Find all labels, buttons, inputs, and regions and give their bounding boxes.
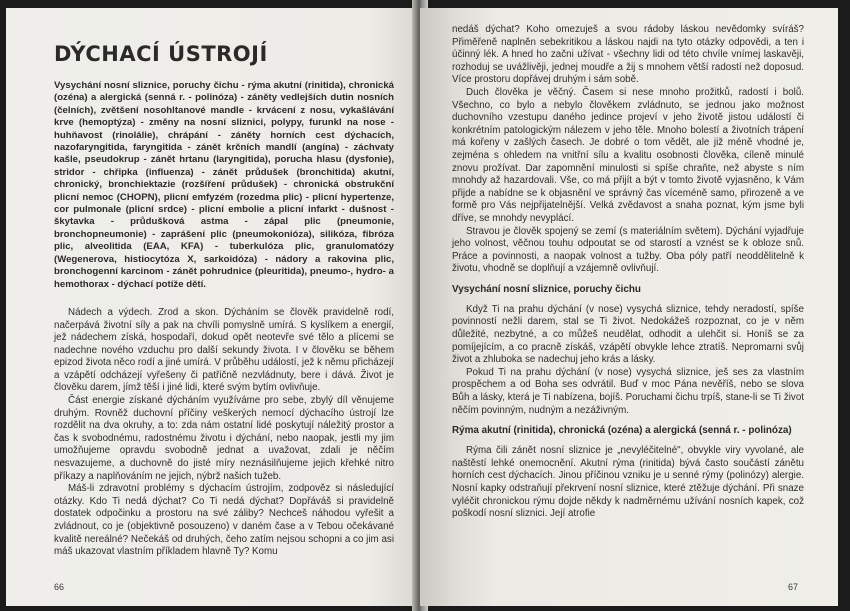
right-page-content: [452, 24, 804, 521]
section-heading-dry-nasal-mucosa: Vysychání nosní sliznice, poruchy čichu: [452, 283, 641, 295]
paragraph: Pokud Ti na prahu dýchání (v nose) vysychá sliznice, ješ ses za vlastním prospěchem a od Boha ses odvrátil. Buď v moc Pána nevěříš, nebo se slova Bůh a lásky, která je Ti nabízena, bojíš. Poruchami čichu trpíš, stane-li se Ti život něčím povinným, nudným a nezáživným.: [452, 366, 804, 416]
page-number-right: 67: [787, 582, 798, 592]
section-heading-rhinitis: Rýma akutní (rinitida), chronická (ozéna) a alergická (senná r. - polinóza): [452, 425, 792, 437]
paragraph: Duch člověka je věčný. Časem si nese mnoho prožitků, radostí i bolů. Všechno, co bylo a nebylo člověkem zvládnuto, se jednou jako možnost duchovního vzestupu daného jedince projeví v jeho životě jistou událostí či konkrétním patologickým nálezem v jeho těle. Mnoho bolestí a životních trápení má kořeny v zašlých časech. Je dobré o tom vědět, ale již méně vhodné je, zejména s ohledem na vnitřní sílu a kvalitu osobnosti člověka, cíleně minulé znovu prožívat. Dar zapomnění minulosti si spíše chraňte, než abyste s ním mnohdy až hazardovali. Vše, co má přijít a být v tomto životě vyjasněno, k Vám přijde a nabídne se k objasnění ve správný čas víceméně samo, přirozeně a ve formě pro Vás nejpřijatelnější. Velká zvědavost a snaha poznat, kým jsme byli dříve, se mnohdy nevyplácí.: [452, 86, 804, 224]
page-number-left: 66: [54, 582, 65, 592]
paragraph: nedáš dýchat? Koho omezuješ a svou rádoby láskou nevědomky svíráš? Přiměřeně naplněn sebekritikou a láskou najdi na tyto otázky odpovědi, a ten i účinný lék. A hned ho začni užívat - všechny lidi od této chvíle vnímej laskavěji, rozhoduj se uvážlivěji, jednej moudře a žij s mnohem větší radostí než doposud. Více prostoru dopřávej druhým i sám sobě.: [452, 24, 804, 86]
left-body-text: [54, 307, 394, 559]
left-page: [6, 8, 418, 606]
left-page-content: [54, 28, 394, 559]
paragraph: Máš-li zdravotní problémy s dýchacím ústrojím, zodpověz si následující otázky. Kdo Ti nedá dýchat? Co Ti nedá dýchat? Dopřáváš si pravidelně dostatek odpočinku a prostoru na své záliby? Nechceš náhodou vyřešit a zvládnout, co je (objektivně posouzeno) v daném čase a v Tebou očekávané kvalitě nereálné? Nečekáš od druhých, čeho zatím nejsou schopni a co jim asi máš ukazovat vlastním příkladem hlavně Ty? Komu: [54, 483, 394, 558]
paragraph: Část energie získané dýcháním využíváme pro sebe, zbylý díl věnujeme druhým. Rovněž duchovní příčiny veškerých nemocí dýchacího ústrojí lze rozdělit na dva okruhy, a to: zda nám ostatní lidé poskytují náležitý prostor a čas k svobodnému, radostnému životu i dýchání, nebo naopak, jestli my jim umožňujeme opravdu svobodně jednat a uvažovat, zdali je něčím nesvazujeme, a duchovně do jisté míry neznásilňujeme jejich křehké nitro příkazy a naplňováním ne jejich, nýbrž našich tužeb.: [54, 395, 394, 482]
chapter-intro-summary: Vysychání nosní sliznice, poruchy čichu - rýma akutní (rinitida), chronická (ozéna) a alergická (senná r. - polinóza) - záněty vedlejších dutin nosních (čelních), zvětšení nosohltanové mandle - krvácení z nosu, vykašlávání krve (hemoptýza) - změny na nosní sliznici, polypy, furunkl na nose - huhňavost (rinolálie), chrápání - záněty horních cest dýchacích, nazofaryngitida, faryngitida - zánět krčních mandlí (angína) - záchvaty kašle, pseudokrup - zánět hrtanu (laryngitida), porucha hlasu (dysfonie), stridor - chřipka (influenza) - zánět průdušek (bronchitida) akutní, chronický, bronchiektazie (rozšíření průdušek) - chronická obstrukční plicní nemoc (CHOPN), plicní emfyzém (rozedma plic) - plicní hypertenze, cor pulmonale (plicní srdce) - plicní embolie a plicní infarkt - dušnost - škytavka - průdušková astma - zápal plic (pneumonie, bronchopneumonie) - zaprášení plic (pneumokonióza), silikóza, fibróza plic, alveolitida (EAA, KFA) - tuberkulóza plic, granulomatózy (Wegenerova, histiocytóza X, sarkoidóza) - nádory a rakovina plic, bronchogenní karcinom - zánět pohrudnice (pleuritida), pneumo-, hydro- a hemothorax - dýchací potíže dětí.: [54, 80, 394, 290]
paragraph: Nádech a výdech. Zrod a skon. Dýcháním se člověk pravidelně rodí, načerpává životní síly a pak na chvíli pomyslně umírá. S kyslíkem a energií, jež nádechem získá, hospodaří, dokud opět neotevře své tělo a plícemi se nadechne nového vzduchu pro další sekundy života. I v člověku se během epizod života něco rodí a jiné umírá. V průběhu událostí, jež k němu přicházejí a vzápětí odcházejí vyřešeny či patřičně nezvládnuty, bere i dává. Život je člověku darem, jímž těší i jiné lidi, které svým bytím ovlivňuje.: [54, 306, 394, 394]
paragraph: Když Ti na prahu dýchání (v nose) vysychá sliznice, tehdy neradostí, spíše povinností nežli darem, stal se Ti život. Nedokážeš rozpoznat, co je v něm důležité, nezbytné, a co můžeš neudělat, odhodit a ulehčit si. Honíš se za pomíjejícím, a co pracně získáš, vzápětí obvykle lehce ztratíš. Nepromarni svůj život a zhluboka se nadechuj jeho krás a lásky.: [452, 303, 804, 366]
right-page: [420, 8, 838, 606]
paragraph: Stravou je člověk spojený se zemí (s materiálním světem). Dýchání vyjadřuje jeho volnost, věčnou touhu odpoutat se od starostí a vznést se k obloze snů. Práce a povinnosti, a naopak volnost a tužby. Oba póly patří neoddělitelně k životu, vhodně se doplňují a vzájemně ovlivňují.: [452, 225, 804, 275]
chapter-title: DÝCHACÍ ÚSTROJÍ: [54, 42, 268, 66]
paragraph: Rýma čili zánět nosní sliznice je „nevyléčitelné", obvykle viry vyvolané, ale naštěstí lehké onemocnění. Akutní rýma (rinitida) bývá často součástí zánětu horních cest dýchacích. Jinou příčinou vzniku je u senné rýmy (polinózy) alergie. Nosní kapky odstraňují překrvení nosní sliznice, které ztěžuje dýchání. Při snaze vyléčit chronickou rýmu dojde někdy k nadměrnému užívání nosních kapek, což poškodí nosní sliznici. Její atrofie: [452, 445, 804, 520]
